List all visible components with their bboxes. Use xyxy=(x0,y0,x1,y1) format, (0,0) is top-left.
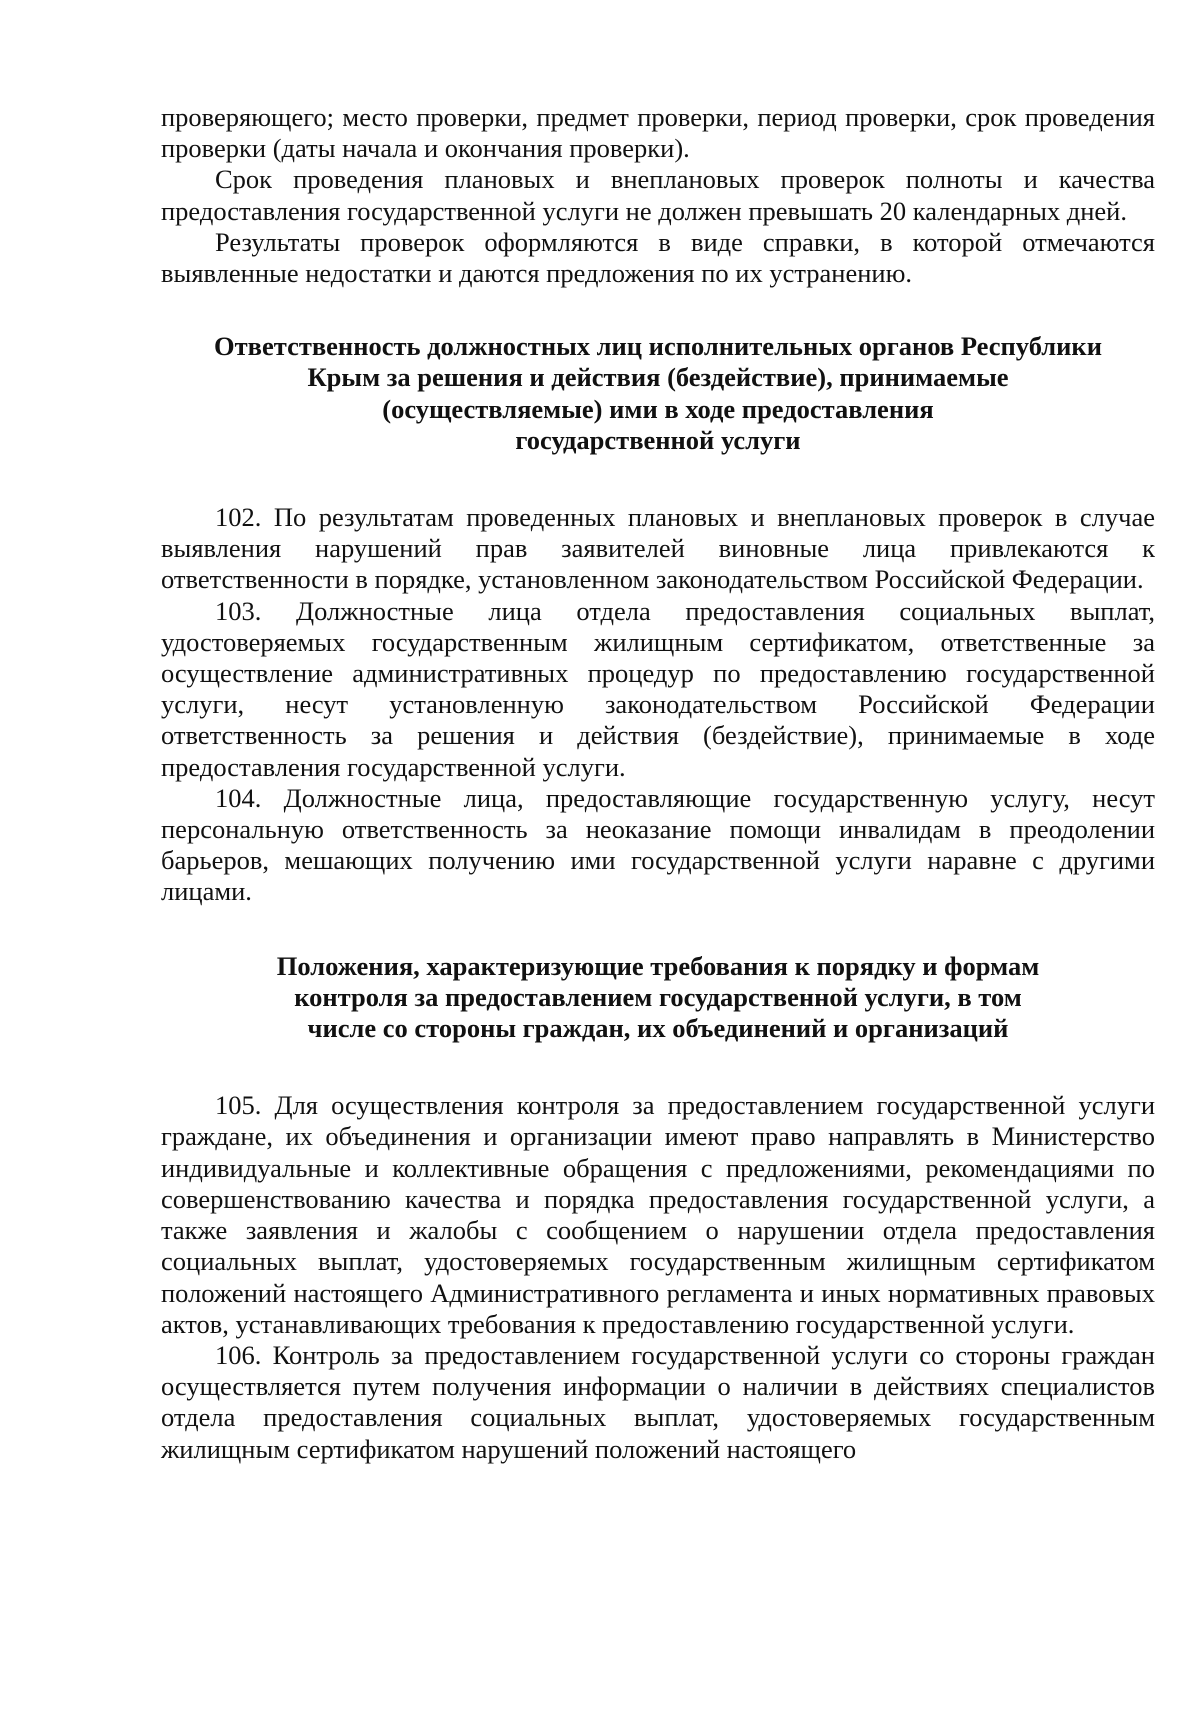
heading-line: Крым за решения и действия (бездействие), принимаемые xyxy=(307,362,1009,393)
paragraph-106: 106. Контроль за предоставлением государственной услуги со стороны граждан осуществляется путем получения информации о наличии в действиях специалистов отдела предоставления социальных выплат, удостоверяемых государственным жилищным сертификатом нарушений положений настоящего xyxy=(161,1339,1155,1464)
section-heading-control xyxy=(161,951,1155,1045)
paragraph-check-results: Результаты проверок оформляются в виде справки, в которой отмечаются выявленные недостатки и даются предложения по их устранению. xyxy=(161,226,1155,289)
heading-line: Положения, характеризующие требования к порядку и формам xyxy=(276,950,1040,981)
paragraph-105: 105. Для осуществления контроля за предоставлением государственной услуги граждане, их объединения и организации имеют право направлять в Министерство индивидуальные и коллективные обращения с предложениями, рекомендациями по совершенствованию качества и порядка предоставления государственной услуги, а также заявления и жалобы с сообщением о нарушении отдела предоставления социальных выплат, удостоверяемых государственным жилищным сертификатом положений настоящего Административного регламента и иных нормативных правовых актов, устанавливающих требования к предоставлению государственной услуги. xyxy=(161,1090,1155,1339)
paragraph-104: 104. Должностные лица, предоставляющие государственную услугу, несут персональную ответственность за неоказание помощи инвалидам в преодолении барьеров, мешающих получению ими государственной услуги наравне с другими лицами. xyxy=(161,782,1155,907)
heading-line: (осуществляемые) ими в ходе предоставления xyxy=(382,393,934,424)
heading-line: контроля за предоставлением государственной услуги, в том xyxy=(294,981,1022,1012)
paragraph-check-details: проверяющего; место проверки, предмет проверки, период проверки, срок проведения проверки (даты начала и окончания проверки). xyxy=(161,102,1155,164)
paragraph-check-duration: Срок проведения плановых и внеплановых проверок полноты и качества предоставления государственной услуги не должен превышать 20 календарных дней. xyxy=(161,164,1155,226)
paragraph-102: 102. По результатам проведенных плановых и внеплановых проверок в случае выявления нарушений прав заявителей виновные лица привлекаются к ответственности в порядке, установленном законодательством Российской Федерации. xyxy=(161,502,1155,595)
heading-line: числе со стороны граждан, их объединений и организаций xyxy=(307,1013,1009,1044)
section-heading-responsibility xyxy=(161,331,1155,456)
document-body xyxy=(161,102,1155,1465)
paragraph-103: 103. Должностные лица отдела предоставления социальных выплат, удостоверяемых государственным жилищным сертификатом, ответственные за осуществление административных процедур по предоставлению государственной услуги, несут установленную законодательством Российской Федерации ответственность за решения и действия (бездействие), принимаемые в ходе предоставления государственной услуги. xyxy=(161,595,1155,782)
heading-line: Ответственность должностных лиц исполнительных органов Республики xyxy=(214,331,1102,362)
heading-line: государственной услуги xyxy=(515,424,801,455)
